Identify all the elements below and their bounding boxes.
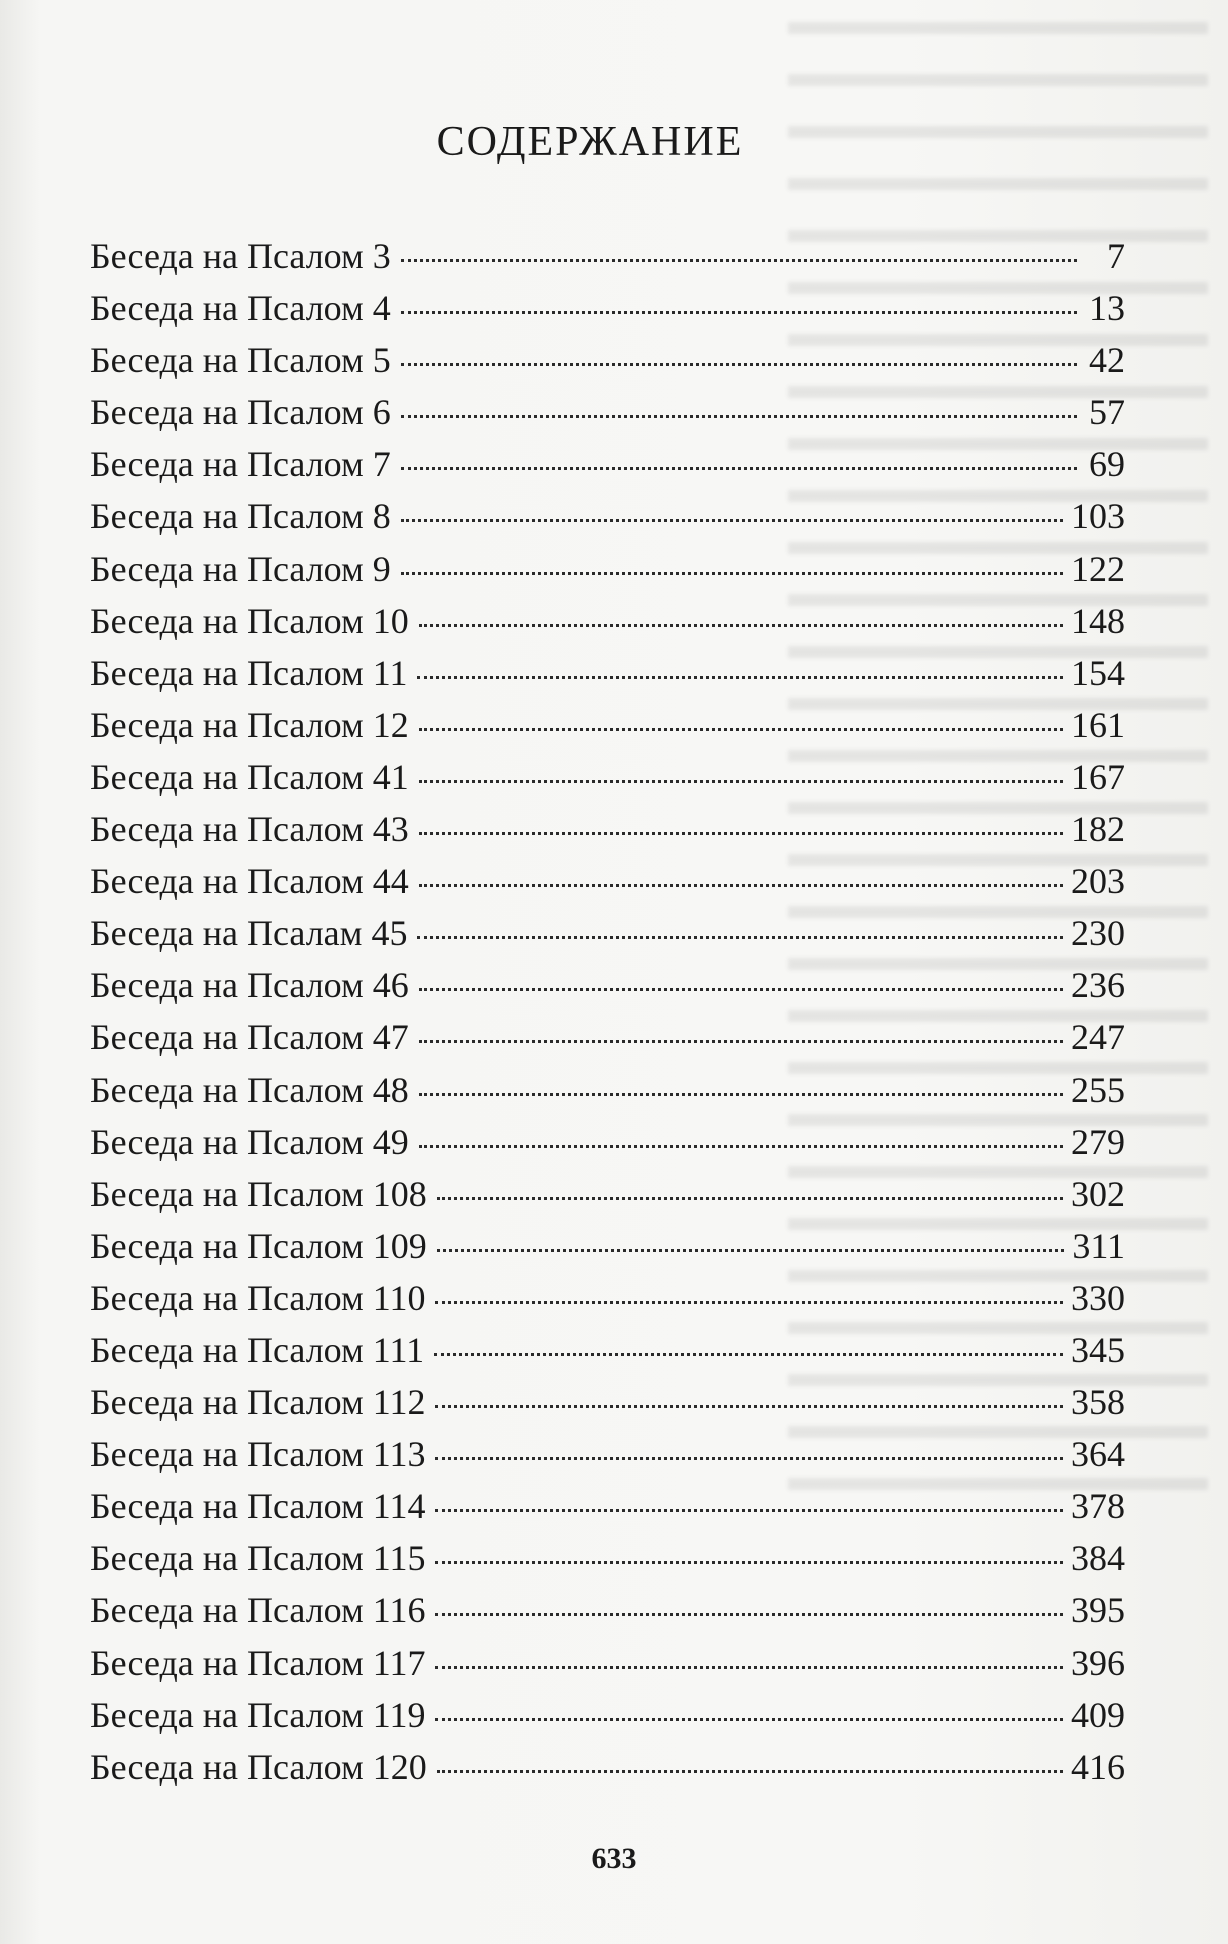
- toc-entry-title: Беседа на Псалом 113: [90, 1434, 426, 1475]
- dot-leader: [419, 988, 1063, 991]
- dot-leader: [435, 1457, 1063, 1460]
- toc-entry-title: Беседа на Псалом 5: [90, 340, 391, 381]
- toc-entry-page: 203: [1071, 861, 1125, 902]
- dot-leader: [401, 415, 1077, 418]
- toc-entry-page: 384: [1071, 1538, 1125, 1579]
- toc-entry-page: 236: [1071, 965, 1125, 1006]
- toc-entry-page: 103: [1071, 496, 1125, 537]
- toc-entry-title: Беседа на Псалом 10: [90, 600, 409, 641]
- dot-leader: [437, 1770, 1063, 1773]
- dot-leader: [437, 1249, 1065, 1252]
- dot-leader: [419, 728, 1063, 731]
- dot-leader: [419, 780, 1063, 783]
- toc-entry-title: Беседа на Псалом 7: [90, 444, 391, 485]
- toc-entry-title: Беседа на Псалом 115: [90, 1538, 426, 1579]
- toc-entry: [90, 699, 1125, 751]
- dot-leader: [419, 832, 1063, 835]
- dot-leader: [419, 624, 1063, 627]
- dot-leader: [401, 467, 1077, 470]
- toc-entry-page: 13: [1089, 288, 1125, 329]
- toc-entry: [90, 1376, 1125, 1428]
- dot-leader: [419, 1040, 1063, 1043]
- toc-entry-page: 148: [1071, 600, 1125, 641]
- toc-entry-title: Беседа на Псалам 45: [90, 913, 408, 954]
- toc-entry: [90, 803, 1125, 855]
- dot-leader: [417, 936, 1063, 939]
- toc-entry: [90, 386, 1125, 438]
- toc-entry: [90, 1064, 1125, 1116]
- toc-entry-page: 122: [1071, 548, 1125, 589]
- toc-entry-title: Беседа на Псалом 110: [90, 1277, 426, 1318]
- toc-entry: [90, 1584, 1125, 1636]
- dot-leader: [435, 1405, 1063, 1408]
- toc-entry-page: 378: [1071, 1486, 1125, 1527]
- table-of-contents: [90, 230, 1125, 1793]
- toc-entry: [90, 595, 1125, 647]
- toc-entry-title: Беседа на Псалом 11: [90, 652, 408, 693]
- toc-entry-page: 395: [1071, 1590, 1125, 1631]
- toc-entry-page: 7: [1107, 236, 1125, 276]
- dot-leader: [435, 1561, 1063, 1564]
- toc-entry: [90, 1116, 1125, 1168]
- toc-entry-page: 161: [1071, 704, 1125, 745]
- toc-entry-title: Беседа на Псалом 4: [90, 288, 391, 329]
- dot-leader: [401, 519, 1063, 522]
- toc-entry-title: Беседа на Псалом 116: [90, 1590, 426, 1631]
- dot-leader: [435, 1509, 1063, 1512]
- toc-entry-page: 396: [1071, 1642, 1125, 1683]
- toc-entry: [90, 1272, 1125, 1324]
- toc-entry: [90, 1220, 1125, 1272]
- toc-entry: [90, 230, 1125, 282]
- toc-entry-title: Беседа на Псалом 41: [90, 756, 409, 797]
- toc-entry-page: 345: [1071, 1329, 1125, 1370]
- toc-entry-title: Беседа на Псалом 108: [90, 1173, 427, 1214]
- toc-entry-page: 358: [1071, 1382, 1125, 1423]
- toc-entry: [90, 334, 1125, 386]
- toc-entry: [90, 1637, 1125, 1689]
- dot-leader: [401, 363, 1077, 366]
- dot-leader: [435, 1718, 1063, 1721]
- toc-entry-title: Беседа на Псалом 46: [90, 965, 409, 1006]
- toc-entry-page: 57: [1089, 392, 1125, 433]
- toc-entry-title: Беседа на Псалом 8: [90, 496, 391, 537]
- contents-heading: СОДЕРЖАНИЕ: [436, 119, 744, 165]
- toc-entry-title: Беседа на Псалом 49: [90, 1121, 409, 1162]
- toc-entry-page: 302: [1071, 1173, 1125, 1214]
- toc-entry-title: Беседа на Псалом 47: [90, 1017, 409, 1058]
- toc-entry-title: Беседа на Псалом 109: [90, 1225, 427, 1266]
- dot-leader: [401, 311, 1077, 314]
- toc-entry-page: 330: [1071, 1277, 1125, 1318]
- page-number: 633: [591, 1842, 637, 1875]
- toc-entry: [90, 855, 1125, 907]
- dot-leader: [417, 676, 1063, 679]
- toc-entry: [90, 1689, 1125, 1741]
- dot-leader: [437, 1197, 1063, 1200]
- toc-entry-title: Беседа на Псалом 6: [90, 392, 391, 433]
- toc-entry-page: 247: [1071, 1017, 1125, 1058]
- toc-entry: [90, 438, 1125, 490]
- toc-entry: [90, 647, 1125, 699]
- dot-leader: [401, 572, 1063, 575]
- toc-entry: [90, 1011, 1125, 1063]
- toc-entry: [90, 1168, 1125, 1220]
- toc-entry: [90, 543, 1125, 595]
- toc-entry-title: Беседа на Псалом 9: [90, 548, 391, 589]
- toc-entry-title: Беседа на Псалом 12: [90, 704, 409, 745]
- toc-entry: [90, 282, 1125, 334]
- dot-leader: [435, 1613, 1063, 1616]
- dot-leader: [434, 1353, 1063, 1356]
- toc-entry-page: 416: [1071, 1746, 1125, 1787]
- toc-entry-page: 42: [1089, 340, 1125, 381]
- dot-leader: [435, 1666, 1063, 1669]
- toc-entry-page: 230: [1071, 913, 1125, 954]
- toc-entry: [90, 1741, 1125, 1793]
- toc-entry: [90, 1532, 1125, 1584]
- toc-entry: [90, 1428, 1125, 1480]
- toc-entry-page: 167: [1071, 756, 1125, 797]
- toc-entry-page: 311: [1072, 1225, 1125, 1266]
- toc-entry-page: 364: [1071, 1434, 1125, 1475]
- toc-entry-page: 255: [1071, 1069, 1125, 1110]
- toc-entry-page: 182: [1071, 809, 1125, 850]
- toc-entry: [90, 959, 1125, 1011]
- toc-entry: [90, 490, 1125, 542]
- dot-leader: [419, 884, 1063, 887]
- toc-entry: [90, 907, 1125, 959]
- toc-entry-page: 279: [1071, 1121, 1125, 1162]
- toc-entry-page: 69: [1089, 444, 1125, 485]
- toc-entry-page: 409: [1071, 1694, 1125, 1735]
- dot-leader: [419, 1093, 1063, 1096]
- toc-entry: [90, 751, 1125, 803]
- dot-leader: [435, 1301, 1063, 1304]
- toc-entry-title: Беседа на Псалом 114: [90, 1486, 426, 1527]
- toc-entry-title: Беседа на Псалом 117: [90, 1642, 426, 1683]
- toc-entry: [90, 1480, 1125, 1532]
- toc-entry-title: Беседа на Псалом 120: [90, 1746, 427, 1787]
- toc-entry-title: Беседа на Псалом 111: [90, 1329, 425, 1370]
- dot-leader: [419, 1145, 1063, 1148]
- toc-entry-page: 154: [1071, 652, 1125, 693]
- toc-entry-title: Беседа на Псалом 119: [90, 1694, 426, 1735]
- toc-entry-title: Беседа на Псалом 48: [90, 1069, 409, 1110]
- toc-entry-title: Беседа на Псалом 112: [90, 1382, 426, 1423]
- toc-entry-title: Беседа на Псалом 43: [90, 809, 409, 850]
- dot-leader: [401, 259, 1077, 262]
- toc-entry-title: Беседа на Псалом 44: [90, 861, 409, 902]
- toc-entry-title: Беседа на Псалом 3: [90, 236, 391, 276]
- toc-entry: [90, 1324, 1125, 1376]
